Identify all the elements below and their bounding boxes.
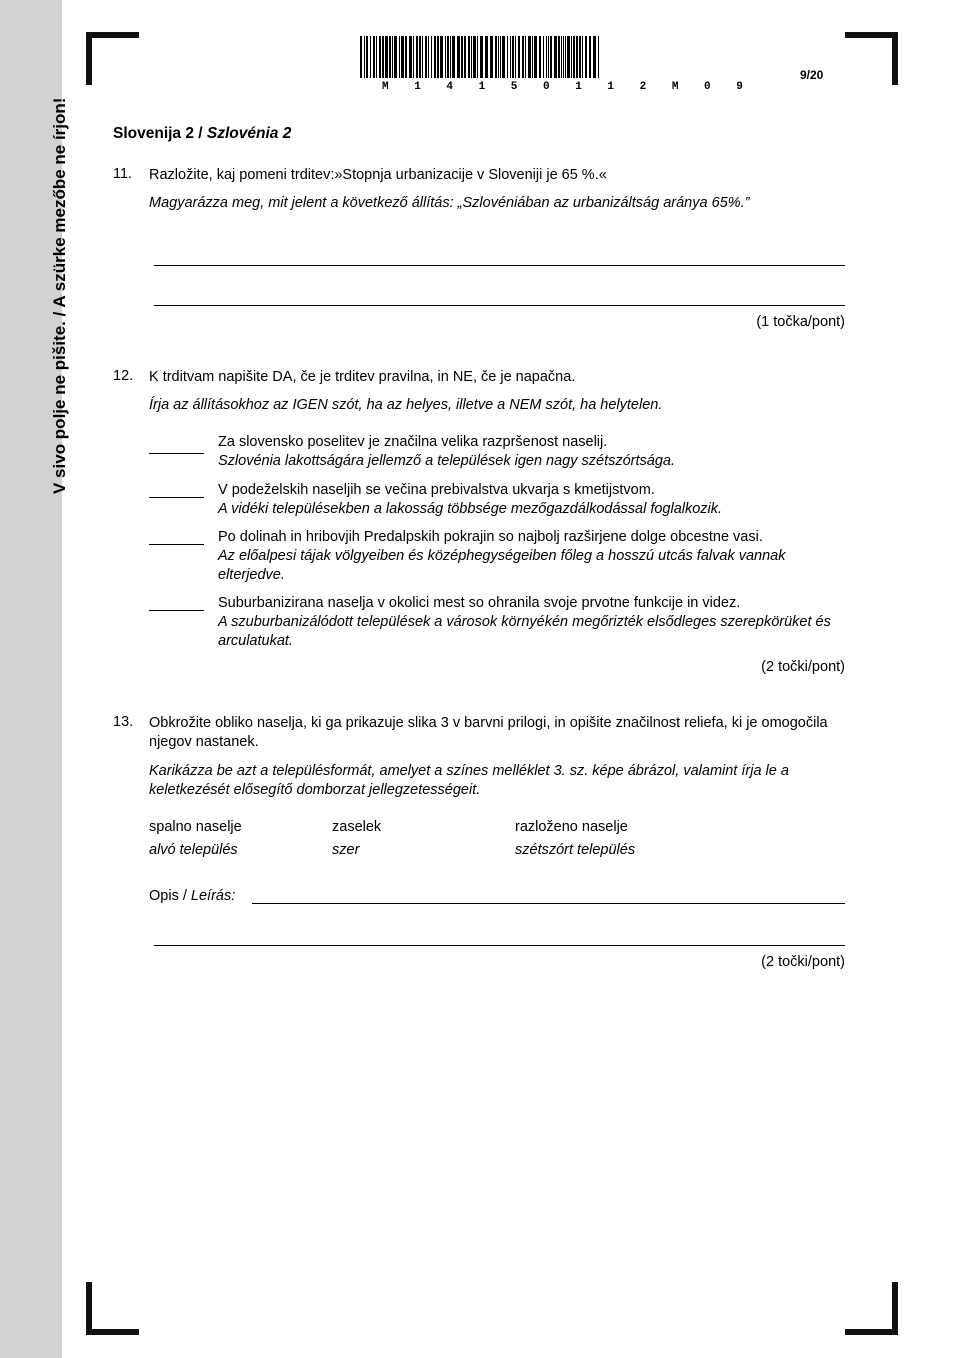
q13-points: (2 točki/pont) xyxy=(761,954,845,970)
q13-option-3[interactable] xyxy=(515,818,635,860)
gray-margin-strip xyxy=(0,0,69,1358)
q11-answer-line-2[interactable] xyxy=(154,305,845,306)
barcode-bar xyxy=(593,36,596,78)
q12-statement-3 xyxy=(218,528,838,585)
barcode-bar xyxy=(445,36,446,78)
q12-statement-3-hu: Az előalpesi tájak völgyeiben és középhegységeiben főleg a hosszú utcás falvak vannak elterjedve. xyxy=(218,548,786,583)
q12-statement-1 xyxy=(218,433,838,471)
barcode-bar xyxy=(515,36,516,78)
barcode-bar xyxy=(518,36,520,78)
q12-statement-2-sl: V podeželskih naseljih se večina prebivalstva ukvarja s kmetijstvom. xyxy=(218,482,655,498)
barcode-bar xyxy=(440,36,443,78)
q12-statement-2 xyxy=(218,481,838,519)
q13-option-1[interactable] xyxy=(149,818,242,860)
barcode-bar xyxy=(473,36,476,78)
barcode-bar xyxy=(389,36,391,78)
barcode-bar xyxy=(576,36,578,78)
barcode-bar xyxy=(550,36,552,78)
q12-statement-4-hu: A szuburbanizálódott települések a városok környékén megőrizték elsődleges szerepkörüket és arculatukat. xyxy=(218,614,831,649)
registration-mark-bottom-right xyxy=(845,1282,898,1335)
barcode-bar xyxy=(464,36,466,78)
barcode-bar xyxy=(401,36,404,78)
q13-answer-line-2[interactable] xyxy=(154,945,845,946)
q13-option-2-hu: szer xyxy=(332,842,360,858)
q13-option-3-hu: szétszórt település xyxy=(515,842,636,858)
barcode-bar xyxy=(428,36,429,78)
barcode-bar xyxy=(546,36,547,78)
q13-text-hu: Karikázza be azt a településformát, amelyet a színes melléklet 3. sz. képe ábrázol, valamint írja le a keletkezését elősegítő domborzat jellegzetességeit. xyxy=(149,763,789,798)
barcode-bar xyxy=(498,36,499,78)
q12-answer-blank-2[interactable] xyxy=(149,497,204,498)
barcode-bar xyxy=(392,36,393,78)
q13-number: 13. xyxy=(113,714,134,730)
barcode-bar xyxy=(477,36,478,78)
barcode-bar xyxy=(480,36,483,78)
barcode-bar xyxy=(534,36,537,78)
q12-points: (2 točki/pont) xyxy=(761,659,845,675)
barcode-bar xyxy=(437,36,439,78)
q13-description-label-sl: Opis / xyxy=(149,888,191,904)
barcode-bar xyxy=(376,36,377,78)
barcode-bar xyxy=(543,36,544,78)
barcode-image xyxy=(360,36,602,78)
barcode-bar xyxy=(522,36,524,78)
barcode-bar xyxy=(394,36,397,78)
q12-number: 12. xyxy=(113,368,134,384)
barcode-bar xyxy=(528,36,531,78)
barcode-bar xyxy=(579,36,581,78)
barcode-bar xyxy=(379,36,381,78)
q12-statement-1-sl: Za slovensko poselitev je značilna velika razpršenost naselij. xyxy=(218,434,608,450)
barcode-bar xyxy=(510,36,511,78)
q12-answer-blank-3[interactable] xyxy=(149,544,204,545)
barcode-bar xyxy=(471,36,472,78)
q13-option-1-sl: spalno naselje xyxy=(149,819,242,835)
barcode-bar xyxy=(502,36,505,78)
barcode-bar xyxy=(422,36,423,78)
barcode-bar xyxy=(360,36,362,78)
barcode-bar xyxy=(370,36,371,78)
registration-mark-bottom-left xyxy=(86,1282,139,1335)
q13-option-3-sl: razloženo naselje xyxy=(515,819,628,835)
page-number: 9/20 xyxy=(800,68,824,82)
q13-option-2[interactable] xyxy=(332,818,381,860)
section-title-hu: Szlovénia 2 xyxy=(206,125,292,142)
barcode-code: M 1 4 1 5 0 1 1 2 M 0 9 xyxy=(382,81,753,93)
barcode-bar xyxy=(457,36,460,78)
q12-answer-blank-1[interactable] xyxy=(149,453,204,454)
barcode-bar xyxy=(431,36,432,78)
q11-text-hu: Magyarázza meg, mit jelent a következő állítás: „Szlovéniában az urbanizáltság aránya 65%.” xyxy=(149,195,750,211)
q13-text-sl: Obkrožite obliko naselja, ki ga prikazuje slika 3 v barvni prilogi, in opišite značilnost reliefa, ki je omogočila njegov nastanek. xyxy=(149,715,828,750)
q11-points: (1 točka/pont) xyxy=(756,314,845,330)
barcode-bar xyxy=(582,36,583,78)
q11-text-sl: Razložite, kaj pomeni trditev:»Stopnja urbanizacije v Sloveniji je 65 %.« xyxy=(149,167,607,183)
barcode-bar xyxy=(452,36,455,78)
barcode-bar xyxy=(425,36,427,78)
barcode-bar xyxy=(507,36,508,78)
q11-number: 11. xyxy=(113,166,133,182)
barcode-bar xyxy=(585,36,587,78)
barcode-bar xyxy=(561,36,562,78)
q12-text-hu: Írja az állításokhoz az IGEN szót, ha az helyes, illetve a NEM szót, ha helytelen. xyxy=(149,397,663,413)
barcode-bar xyxy=(490,36,493,78)
q12-statement-4 xyxy=(218,594,838,651)
barcode-bar xyxy=(366,36,368,78)
section-title-sl: Slovenija 2 xyxy=(113,125,194,142)
barcode-bar xyxy=(554,36,557,78)
barcode-bar xyxy=(416,36,418,78)
registration-mark-top-right xyxy=(845,32,898,85)
margin-warning-text: V sivo polje ne pišite. / A szürke mezőbe ne írjon! xyxy=(50,97,69,494)
barcode-bar xyxy=(558,36,560,78)
registration-mark-top-left xyxy=(86,32,139,85)
barcode-bar xyxy=(364,36,365,78)
q11-answer-line-1[interactable] xyxy=(154,265,845,266)
barcode-bar xyxy=(598,36,599,78)
barcode-bar xyxy=(485,36,488,78)
barcode-bar xyxy=(525,36,526,78)
barcode-bar xyxy=(512,36,514,78)
barcode-bar xyxy=(571,36,572,78)
q12-statement-1-hu: Szlovénia lakottságára jellemző a települések igen nagy szétszórtsága. xyxy=(218,453,676,469)
barcode-bar xyxy=(565,36,566,78)
barcode-bar xyxy=(573,36,575,78)
barcode-bar xyxy=(413,36,414,78)
barcode-bar xyxy=(495,36,497,78)
q13-description-label xyxy=(149,887,235,906)
barcode-bar xyxy=(419,36,421,78)
barcode-bar xyxy=(539,36,541,78)
q13-option-2-sl: zaselek xyxy=(332,819,382,835)
section-title xyxy=(113,125,291,143)
q13-answer-line-1[interactable] xyxy=(252,903,845,904)
barcode-bar xyxy=(405,36,407,78)
barcode-bar xyxy=(399,36,400,78)
barcode-bar xyxy=(532,36,533,78)
q12-answer-blank-4[interactable] xyxy=(149,610,204,611)
barcode-bar xyxy=(447,36,449,78)
barcode-bar xyxy=(385,36,388,78)
section-title-separator: / xyxy=(193,125,207,142)
barcode-bar xyxy=(434,36,436,78)
q12-statement-2-hu: A vidéki településekben a lakosság többsége mezőgazdálkodással foglalkozik. xyxy=(218,501,723,517)
q12-statement-4-sl: Suburbanizirana naselja v okolici mest so ohranila svoje prvotne funkcije in videz. xyxy=(218,595,741,611)
barcode-bar xyxy=(548,36,549,78)
barcode-bar xyxy=(461,36,463,78)
barcode-bar xyxy=(589,36,591,78)
q12-text-sl: K trditvam napišite DA, če je trditev pravilna, in NE, če je napačna. xyxy=(149,369,576,385)
barcode-bar xyxy=(409,36,412,78)
barcode-bar xyxy=(567,36,570,78)
barcode-bar xyxy=(500,36,501,78)
barcode-bar xyxy=(563,36,564,78)
barcode-bar xyxy=(382,36,384,78)
q12-statement-3-sl: Po dolinah in hribovjih Predalpskih pokrajin so najbolj razširjene dolge obcestne vasi. xyxy=(218,529,763,545)
barcode-bar xyxy=(450,36,451,78)
q13-description-label-hu: Leírás: xyxy=(190,888,236,904)
barcode-bar xyxy=(468,36,470,78)
q13-option-1-hu: alvó település xyxy=(149,842,238,858)
barcode-block xyxy=(360,36,753,93)
barcode-bar xyxy=(373,36,375,78)
